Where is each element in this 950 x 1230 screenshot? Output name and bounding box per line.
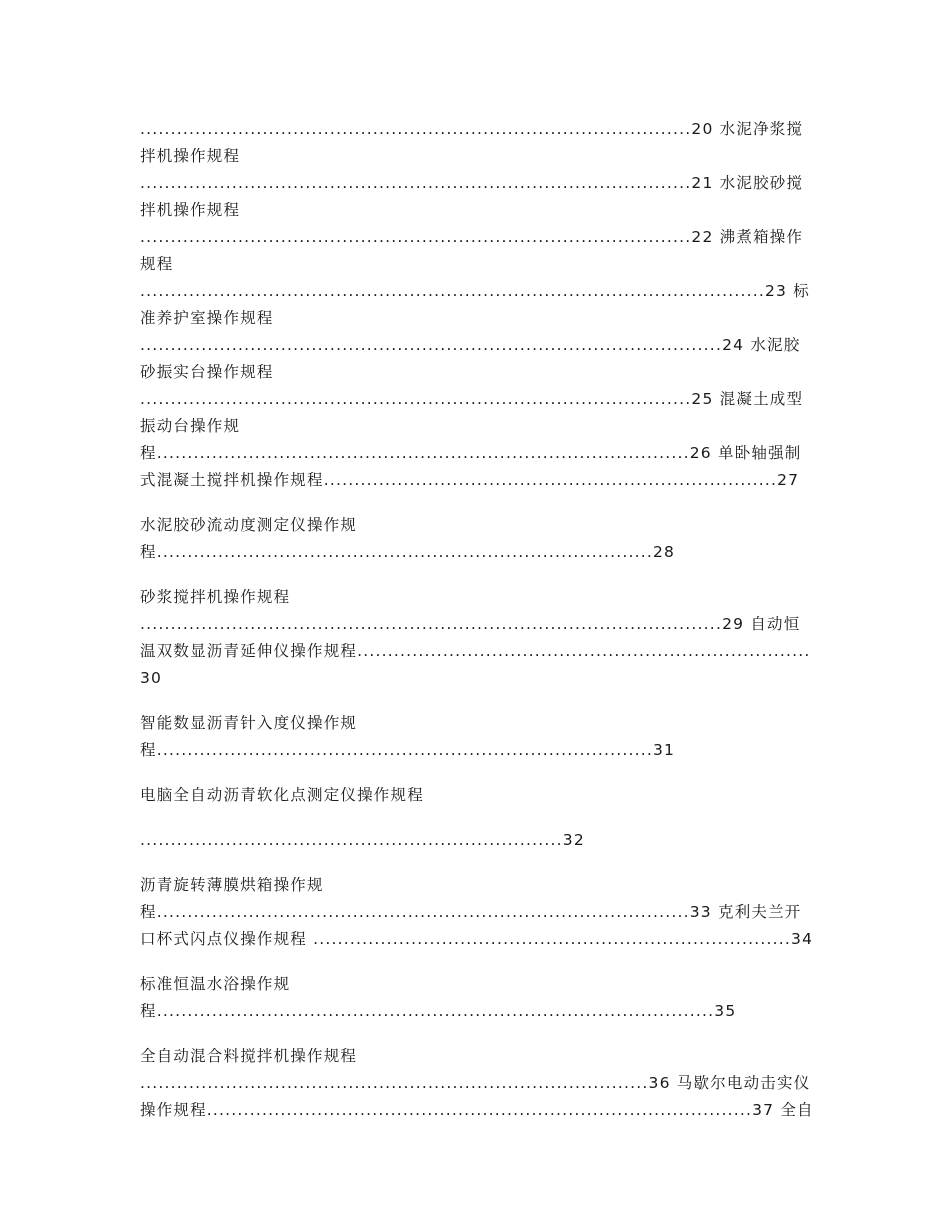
toc-line: 沥青旋转薄膜烘箱操作规 — [140, 876, 324, 894]
toc-line: 程...........................................................................................35 — [140, 1002, 737, 1020]
toc-line: 拌机操作规程 — [140, 201, 241, 219]
toc-line: 程.................................................................................28 — [140, 543, 676, 561]
toc-line: 程.......................................................................................33 克利夫兰开 — [140, 903, 802, 921]
toc-line: 拌机操作规程 — [140, 147, 241, 165]
toc-line: ..........................................................................................20 水泥净浆搅 — [140, 120, 804, 138]
toc-line: 智能数显沥青针入度仪操作规 — [140, 714, 358, 732]
toc-line: ..........................................................................................21 水泥胶砂搅 — [140, 174, 804, 192]
toc-line: 砂振实台操作规程 — [140, 363, 274, 381]
table-of-contents — [140, 116, 820, 1124]
toc-line: ..........................................................................................22 沸煮箱操作 — [140, 228, 804, 246]
toc-line: 振动台操作规 — [140, 417, 241, 435]
toc-line: ...............................................................................................29 自动恒 — [140, 615, 801, 633]
toc-line: 30 — [140, 669, 163, 687]
toc-line: 水泥胶砂流动度测定仪操作规 — [140, 516, 358, 534]
toc-line: 程.................................................................................31 — [140, 741, 676, 759]
toc-line: 规程 — [140, 255, 174, 273]
toc-line: 准养护室操作规程 — [140, 309, 274, 327]
toc-line: 口杯式闪点仪操作规程 ..............................................................................34 — [140, 930, 814, 948]
toc-line: 电脑全自动沥青软化点测定仪操作规程 — [140, 786, 424, 804]
toc-line: 式混凝土搅拌机操作规程..........................................................................27 — [140, 471, 800, 489]
toc-line: ......................................................................................................23 标 — [140, 282, 810, 300]
toc-line: ...............................................................................................24 水泥胶 — [140, 336, 801, 354]
toc-line: .....................................................................32 — [140, 831, 585, 849]
toc-line: ..........................................................................................25 混凝土成型 — [140, 390, 804, 408]
toc-line: 温双数显沥青延伸仪操作规程.......................................................................... — [140, 642, 811, 660]
toc-line: 全自动混合料搅拌机操作规程 — [140, 1047, 358, 1065]
toc-line: 砂浆搅拌机操作规程 — [140, 588, 291, 606]
toc-line: ...................................................................................36 马歇尔电动击实仪 — [140, 1074, 811, 1092]
toc-line: 操作规程.........................................................................................37 全自 — [140, 1101, 814, 1119]
toc-line: 标准恒温水浴操作规 — [140, 975, 291, 993]
toc-line: 程.......................................................................................26 单卧轴强制 — [140, 444, 802, 462]
